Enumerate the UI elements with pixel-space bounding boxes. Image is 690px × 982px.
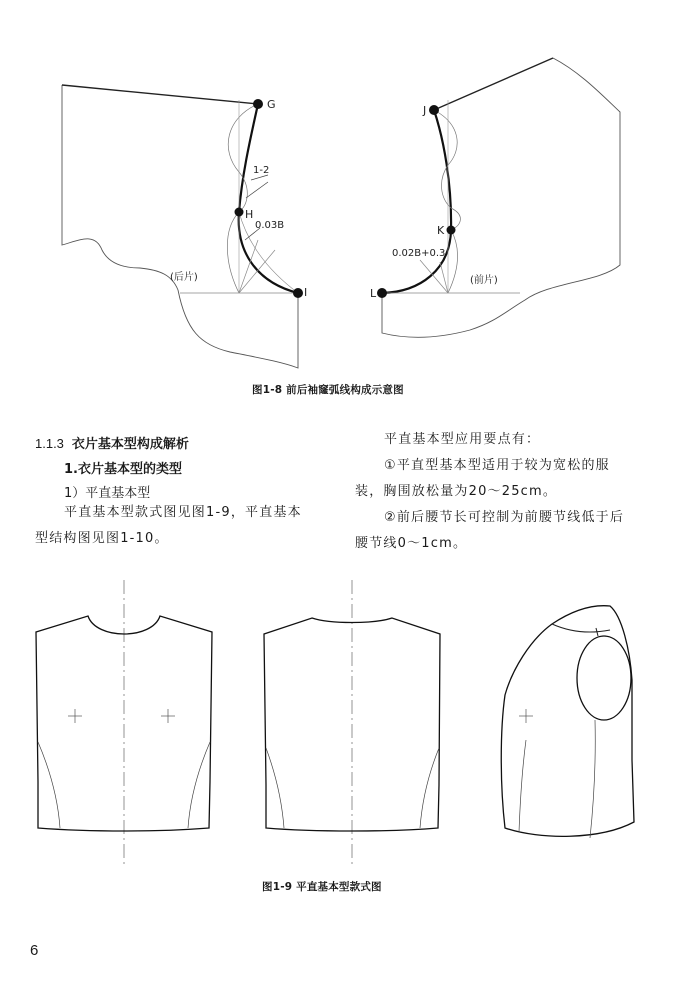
section-subsub: 1）平直基本型: [64, 486, 151, 501]
page-number: 6: [30, 942, 39, 959]
back-armhole-curve: [239, 104, 298, 293]
para-right-line2: ①平直型基本型适用于较为宽松的服: [384, 458, 610, 473]
label-H: H: [245, 208, 254, 221]
garment-style-drawing: [0, 570, 690, 870]
para-right-line1: 平直基本型应用要点有：: [384, 432, 541, 447]
label-front-piece: (前片): [470, 275, 498, 286]
label-K: K: [437, 224, 445, 237]
label-J: J: [423, 104, 427, 117]
para-right-line4: ②前后腰节长可控制为前腰节线低于后: [384, 510, 625, 525]
para-right-line5: 腰节线0～1cm。: [355, 536, 468, 551]
point-H-dot: [235, 208, 244, 217]
para-left-line1: 平直基本型款式图见图1-9，平直基本: [64, 505, 302, 520]
figure-1-9-caption: 图1-9 平直基本型款式图: [262, 881, 382, 893]
side-view: [501, 606, 634, 838]
section-title: 衣片基本型构成解析: [71, 437, 189, 452]
figure-1-8-caption: 图1-8 前后袖窿弧线构成示意图: [252, 384, 404, 396]
point-G-dot: [253, 99, 263, 109]
label-back-measure2: 0.03B: [255, 220, 285, 231]
back-view: [264, 580, 440, 865]
section-heading: [35, 433, 189, 452]
point-J-dot: [429, 105, 439, 115]
armhole-diagram: [0, 0, 690, 380]
label-front-measure: 0.02B+0.3: [392, 248, 446, 259]
label-L: L: [370, 287, 377, 300]
section-subtitle: 1.衣片基本型的类型: [64, 462, 182, 477]
paragraph-left: [35, 500, 335, 552]
point-L-dot: [377, 288, 387, 298]
para-right-line3: 装，胸围放松量为20～25cm。: [355, 484, 558, 499]
point-K-dot: [447, 226, 456, 235]
section-number: 1.1.3: [35, 436, 64, 451]
point-I-dot: [293, 288, 303, 298]
para-left-line2: 型结构图见图1-10。: [35, 531, 169, 546]
label-back-measure1: 1-2: [253, 165, 270, 176]
front-view: [36, 580, 212, 865]
paragraph-right: [355, 427, 665, 557]
label-back-piece: (后片): [170, 272, 198, 283]
label-I: I: [304, 286, 308, 299]
front-piece-drawing: [377, 58, 620, 337]
label-G: G: [267, 98, 276, 111]
